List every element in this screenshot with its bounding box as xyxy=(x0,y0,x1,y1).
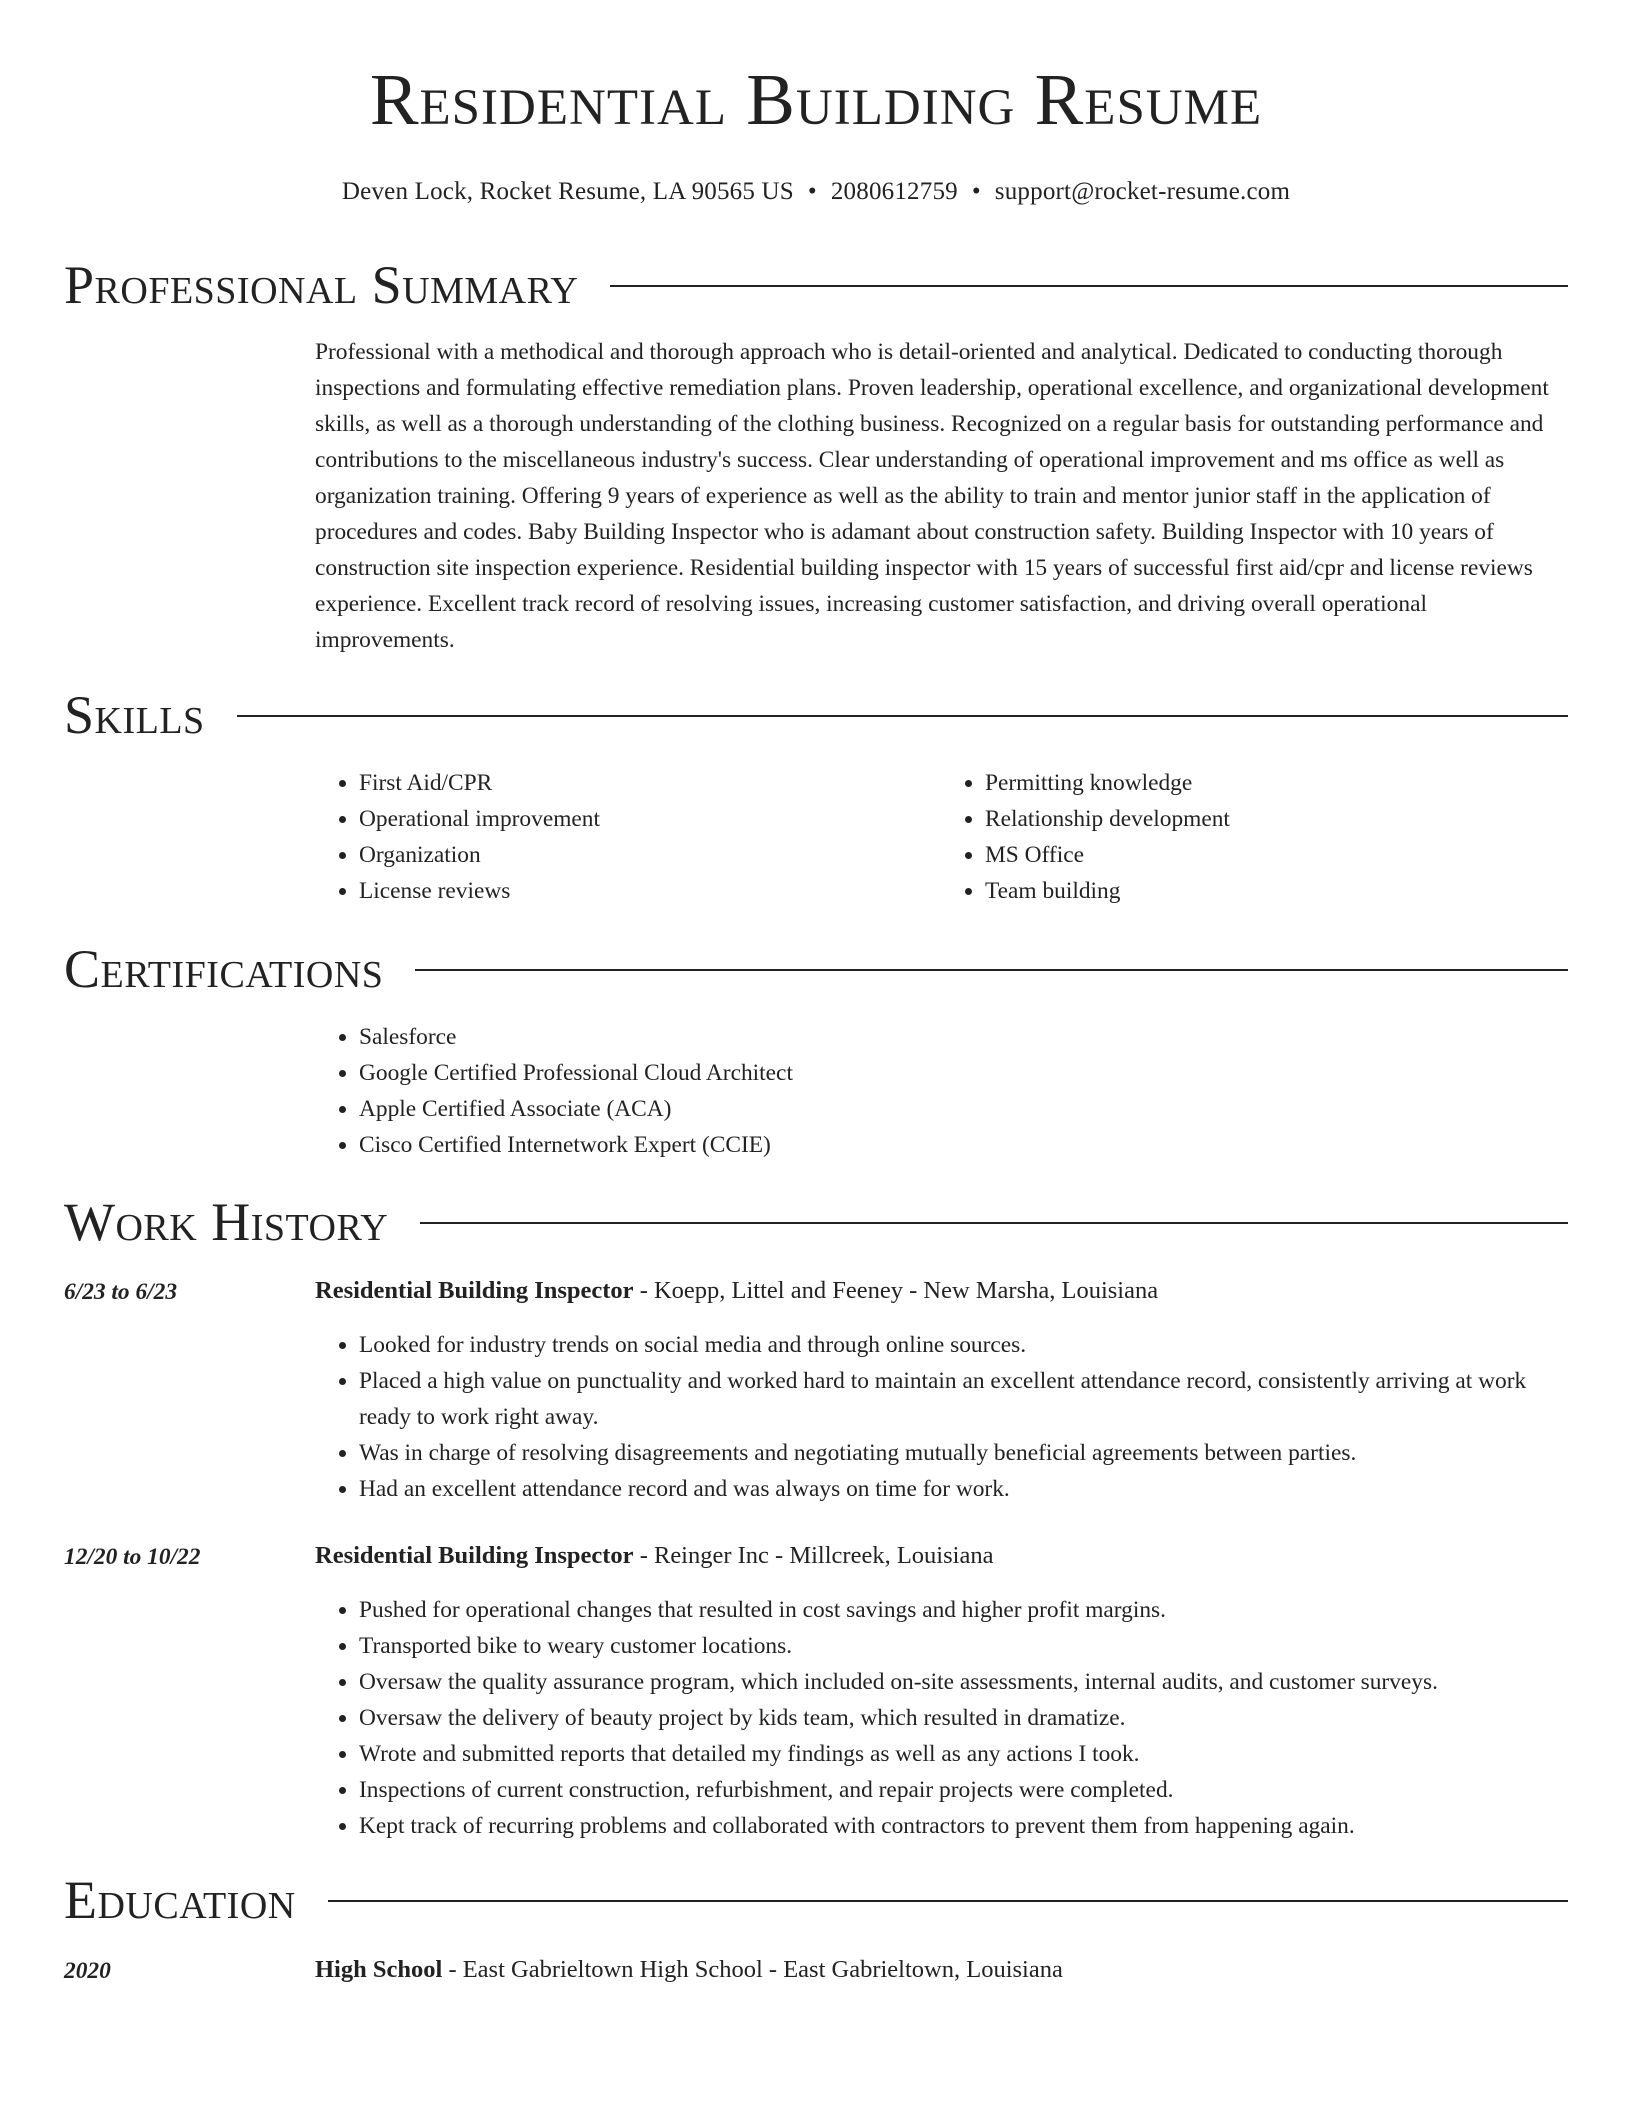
job-bullet: • Oversaw the delivery of beauty project by kids team, which resulted in dramatize. xyxy=(359,1700,1566,1736)
job-bullet: • Pushed for operational changes that resulted in cost savings and higher profit margins. xyxy=(359,1592,1566,1628)
section-title-work-history: Work History xyxy=(64,1192,389,1252)
section-divider xyxy=(237,715,1568,717)
job-title: Residential Building Inspector xyxy=(315,1542,634,1569)
section-title-certifications: Certifications xyxy=(64,939,384,999)
section-heading-summary xyxy=(64,254,1568,316)
skill-item: • Team building xyxy=(985,873,1567,909)
job-bullet: • Transported bike to weary customer locations. xyxy=(359,1628,1566,1664)
contact-address: Deven Lock, Rocket Resume, LA 90565 US xyxy=(341,178,794,205)
section-title-education: Education xyxy=(64,1870,296,1930)
job-employer-location: - Reinger Inc - Millcreek, Louisiana xyxy=(633,1542,994,1569)
skills-column-left xyxy=(315,765,941,909)
certification-item: • Google Certified Professional Cloud Architect xyxy=(359,1055,1566,1091)
contact-phone: 2080612759 xyxy=(830,178,958,205)
certification-item: • Apple Certified Associate (ACA) xyxy=(359,1091,1566,1127)
job-employer-location: - Koepp, Littel and Feeney - New Marsha, Louisiana xyxy=(633,1277,1159,1304)
section-title-summary: Professional Summary xyxy=(64,255,579,315)
skill-item: • First Aid/CPR xyxy=(359,765,941,801)
job-bullets xyxy=(315,1327,1566,1507)
skill-item: • Operational improvement xyxy=(359,801,941,837)
job-dates: 12/20 to 10/22 xyxy=(64,1544,201,1570)
job-title: Residential Building Inspector xyxy=(315,1277,634,1304)
skill-item: • MS Office xyxy=(985,837,1567,873)
section-title-skills: Skills xyxy=(64,685,205,745)
job-bullet: • Was in charge of resolving disagreements and negotiating mutually beneficial agreements between parties. xyxy=(359,1435,1566,1471)
summary-paragraph: Professional with a methodical and thorough approach who is detail-oriented and analytical. Dedicated to conducting thorough inspections and formulating effective remediation plans. Proven leadership, operational excellence, and organizational development skills, as well as a thorough understanding of the clothing business. Recognized on a regular basis for outstanding performance and contributions to the miscellaneous industry's success. Clear understanding of operational improvement and ms office as well as organization training. Offering 9 years of experience as well as the ability to train and mentor junior staff in the application of procedures and codes. Baby Building Inspector who is adamant about construction safety. Building Inspector with 10 years of construction site inspection experience. Residential building inspector with 15 years of successful first aid/cpr and license reviews experience. Excellent track record of resolving issues, increasing customer satisfaction, and driving overall operational improvements. xyxy=(315,339,1549,653)
contact-email: support@rocket-resume.com xyxy=(994,178,1291,205)
education-heading xyxy=(315,1952,1566,1988)
section-divider xyxy=(420,1222,1568,1224)
section-divider xyxy=(610,285,1568,287)
skill-item: • Permitting knowledge xyxy=(985,765,1567,801)
section-heading-work-history xyxy=(64,1191,1568,1253)
skill-item: • Organization xyxy=(359,837,941,873)
job-heading xyxy=(315,1538,1566,1574)
education-year: 2020 xyxy=(64,1958,111,1984)
skills-column-right xyxy=(941,765,1567,909)
job-bullet: • Looked for industry trends on social media and through online sources. xyxy=(359,1327,1566,1363)
skill-item: • Relationship development xyxy=(985,801,1567,837)
section-heading-skills xyxy=(64,684,1568,746)
job-bullet: • Oversaw the quality assurance program, which included on-site assessments, internal audits, and customer surveys. xyxy=(359,1664,1566,1700)
document-title: Residential Building Resume xyxy=(369,59,1263,140)
contact-separator: • xyxy=(807,178,817,205)
education-school-location: - East Gabrieltown High School - East Gabrieltown, Louisiana xyxy=(442,1956,1063,1983)
section-heading-certifications xyxy=(64,938,1568,1000)
job-bullet: • Wrote and submitted reports that detailed my findings as well as any actions I took. xyxy=(359,1736,1566,1772)
job-dates: 6/23 to 6/23 xyxy=(64,1279,178,1305)
skill-item: • License reviews xyxy=(359,873,941,909)
job-bullet: • Placed a high value on punctuality and worked hard to maintain an excellent attendance record, consistently arriving at work ready to work right away. xyxy=(359,1363,1566,1435)
section-divider xyxy=(328,1900,1568,1902)
education-degree: High School xyxy=(315,1956,443,1983)
contact-separator: • xyxy=(971,178,981,205)
job-bullet: • Had an excellent attendance record and was always on time for work. xyxy=(359,1471,1566,1507)
job-bullet: • Kept track of recurring problems and collaborated with contractors to prevent them from happening again. xyxy=(359,1808,1566,1844)
job-bullet: • Inspections of current construction, refurbishment, and repair projects were completed. xyxy=(359,1772,1566,1808)
certifications-list xyxy=(315,1019,1566,1163)
section-divider xyxy=(415,969,1568,971)
skills-list xyxy=(315,765,1567,909)
section-heading-education xyxy=(64,1869,1568,1931)
certification-item: • Cisco Certified Internetwork Expert (CCIE) xyxy=(359,1127,1566,1163)
contact-line xyxy=(0,174,1632,210)
job-heading xyxy=(315,1273,1566,1309)
job-bullets xyxy=(315,1592,1566,1844)
certification-item: • Salesforce xyxy=(359,1019,1566,1055)
